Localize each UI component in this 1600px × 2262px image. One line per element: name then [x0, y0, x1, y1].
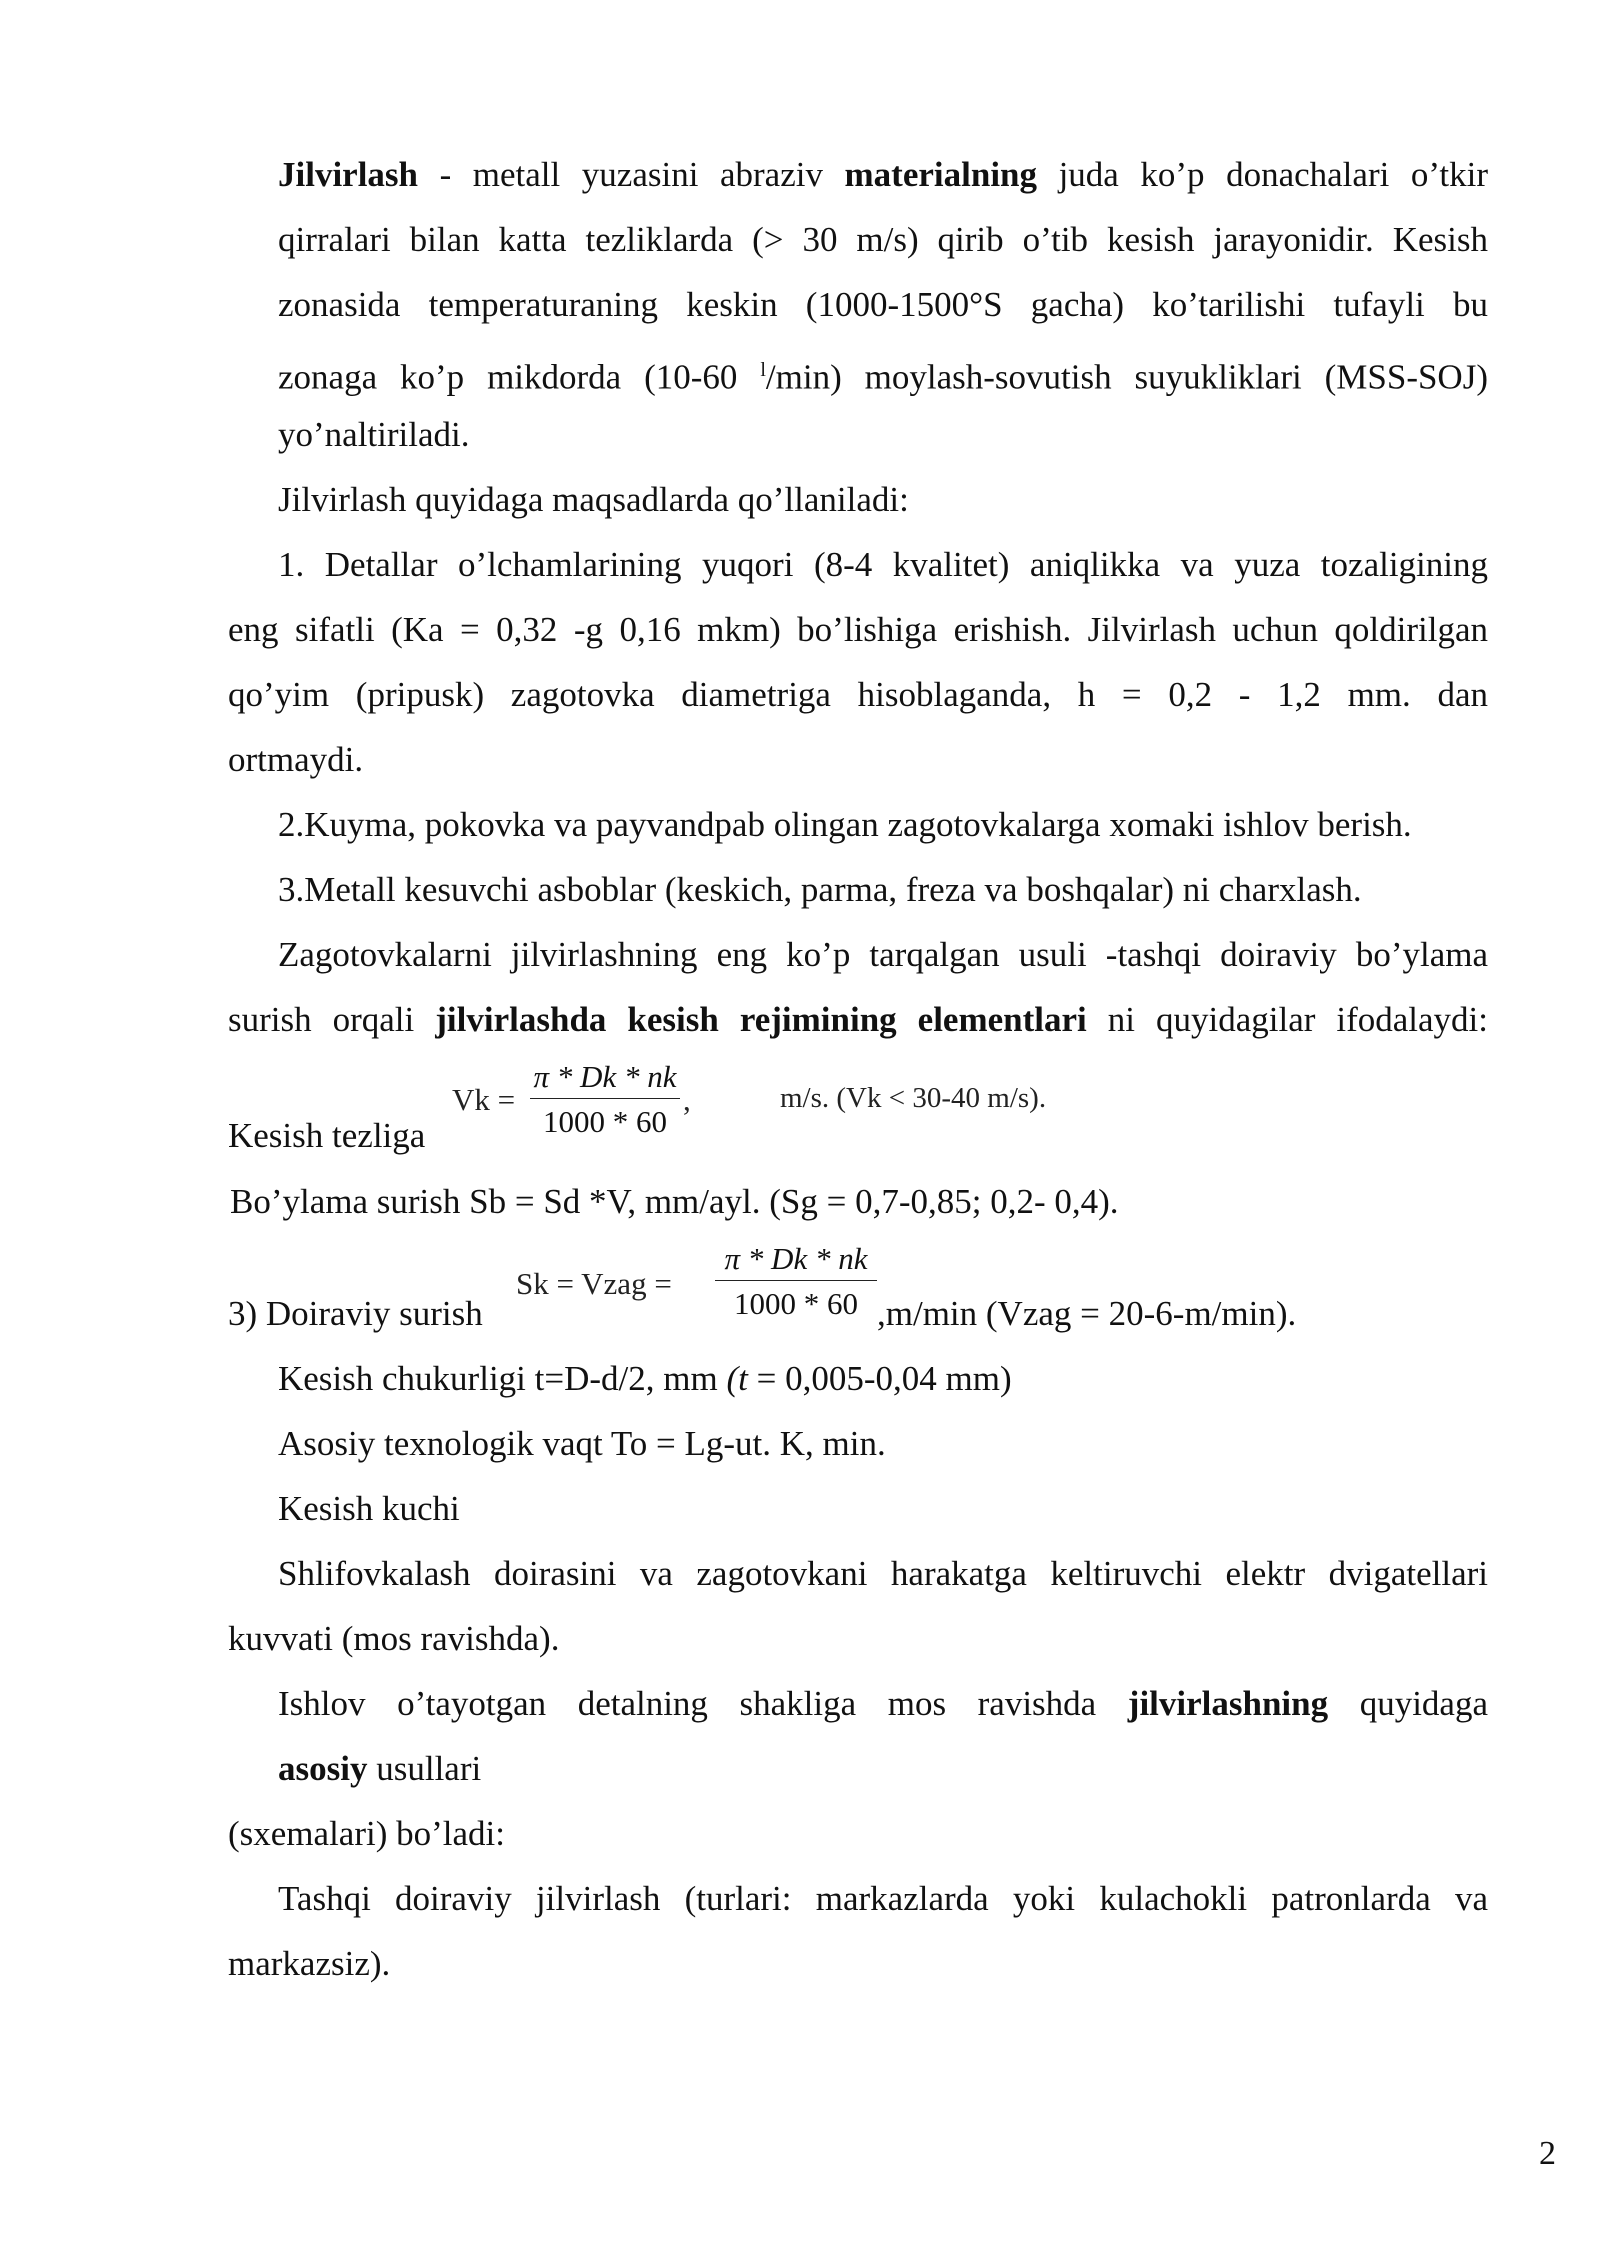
p8-line: Kesish chukurligi t=D-d/2, mm (t = 0,005-0,04 mm)	[278, 1359, 1012, 1398]
formula2-fraction	[715, 1240, 877, 1323]
p1-line5: yo’naltiriladi.	[278, 415, 470, 454]
p6-line2: surish orqali jilvirlashda kesish rejimining elementlari ni quyidagilar ifodalaydi:	[228, 1000, 1488, 1039]
p6-line1: Zagotovkalarni jilvirlashning eng ko’p tarqalgan usuli -tashqi doiraviy bo’ylama	[278, 935, 1488, 974]
term-rejim-elementlari: jilvirlashda kesish rejimining elementlari	[435, 1000, 1087, 1039]
p13-line1: Tashqi doiraviy jilvirlash (turlari: markazlarda yoki kulachokli patronlarda va	[278, 1879, 1488, 1918]
p3-line2: eng sifatli (Ka = 0,32 -g 0,16 mkm) bo’lishiga erishish. Jilvirlash uchun qoldirilgan	[228, 610, 1488, 649]
term-asosiy: asosiy	[278, 1749, 368, 1788]
p2-line: Jilvirlash quyidaga maqsadlarda qo’llaniladi:	[278, 480, 909, 519]
formula1-numerator: π * Dk * nk	[533, 1059, 677, 1094]
page-number: 2	[1539, 2135, 1556, 2172]
formula1-lhs: Vk =	[452, 1082, 516, 1117]
formula2-numerator: π * Dk * nk	[724, 1241, 868, 1276]
formula1-fraction-bar	[530, 1098, 680, 1099]
p1-line3: zonasida temperaturaning keskin (1000-1500°S gacha) ko’tarilishi tufayli bu	[278, 285, 1488, 324]
p3-line4: ortmaydi.	[228, 740, 364, 779]
formula1-label: Kesish tezliga	[228, 1116, 426, 1155]
p11-line1: Shlifovkalash doirasini va zagotovkani harakatga keltiruvchi elektr dvigatellari	[278, 1554, 1488, 1593]
term-materialning: materialning	[844, 155, 1038, 194]
formula2-lhs: Sk = Vzag =	[516, 1266, 672, 1301]
p12-line2: asosiy usullari	[278, 1749, 482, 1788]
p10-line: Kesish kuchi	[278, 1489, 460, 1528]
p1-line1: Jilvirlash - metall yuzasini abraziv materialning juda ko’p donachalari o’tkir	[278, 155, 1488, 194]
p1-line4: zonaga ko’p mikdorda (10-60 $^l$/min) moylash-sovutish suyukliklari (MSS-SOJ)	[278, 357, 1488, 397]
formula2-fraction-bar	[715, 1280, 877, 1281]
p13-line2: markazsiz).	[228, 1944, 391, 1983]
formula1-note: m/s. (Vk < 30-40 m/s).	[780, 1082, 1047, 1114]
formula2-note: ,m/min (Vzag = 20-6-m/min).	[877, 1294, 1297, 1333]
formula2-label: 3) Doiraviy surish	[228, 1294, 483, 1333]
p3-line1: 1. Detallar o’lchamlarining yuqori (8-4 kvalitet) aniqlikka va yuza tozaligining	[278, 545, 1488, 584]
term-jilvirlash: Jilvirlash	[278, 155, 419, 194]
p11-line2: kuvvati (mos ravishda).	[228, 1619, 560, 1658]
p1-line2: qirralari bilan katta tezliklarda (> 30 m/s) qirib o’tib kesish jarayonidir. Kesish	[278, 220, 1488, 259]
p12-line1: Ishlov o’tayotgan detalning shakliga mos ravishda jilvirlashning quyidaga	[278, 1684, 1488, 1723]
p9-line: Asosiy texnologik vaqt To = Lg-ut. K, min.	[278, 1424, 886, 1463]
formula1-comma: ,	[683, 1082, 691, 1117]
formula1-denominator: 1000 * 60	[543, 1104, 667, 1139]
p5-line: 3.Metall kesuvchi asboblar (keskich, parma, freza va boshqalar) ni charxlash.	[278, 870, 1362, 909]
p4-line: 2.Kuyma, pokovka va payvandpab olingan zagotovkalarga xomaki ishlov berish.	[278, 805, 1412, 844]
formula1-fraction	[530, 1058, 680, 1141]
formula2-denominator: 1000 * 60	[734, 1286, 858, 1321]
p7-line: Bo’ylama surish Sb = Sd *V, mm/ayl. (Sg = 0,7-0,85; 0,2- 0,4).	[230, 1182, 1119, 1221]
term-jilvirlashning: jilvirlashning	[1127, 1684, 1329, 1723]
p12-line3: (sxemalari) bo’ladi:	[228, 1814, 505, 1853]
p3-line3: qo’yim (pripusk) zagotovka diametriga hisoblaganda, h = 0,2 - 1,2 mm. dan	[228, 675, 1488, 714]
